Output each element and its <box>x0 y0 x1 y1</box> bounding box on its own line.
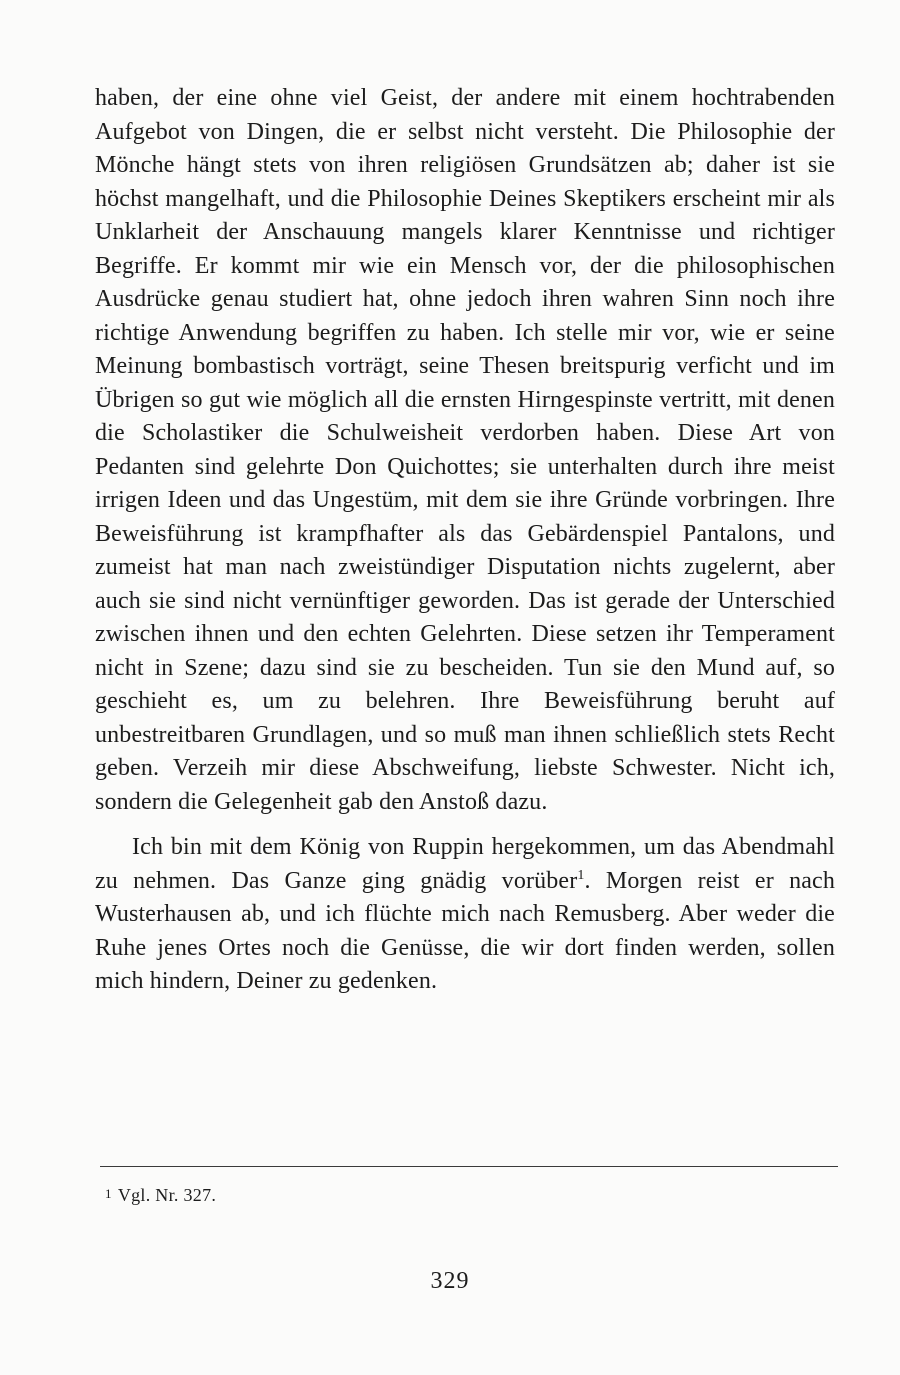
paragraph: haben, der eine ohne viel Geist, der andere mit einem hochtrabenden Aufgebot von Dingen, die er selbst nicht versteht. Die Philosophie der Mönche hängt stets von ihren religiösen Grundsätzen ab; daher ist sie höchst mangelhaft, und die Philosophie Deines Skeptikers erscheint mir als Unklarheit der Anschauung mangels klarer Kenntnisse und richtiger Begriffe. Er kommt mir wie ein Mensch vor, der die philosophischen Ausdrücke genau studiert hat, ohne jedoch ihren wahren Sinn noch ihre richtige Anwendung begriffen zu haben. Ich stelle mir vor, wie er seine Meinung bombastisch vorträgt, seine Thesen breitspurig verficht und im Übrigen so gut wie möglich all die ernsten Hirngespinste vertritt, mit denen die Scholastiker die Schulweisheit verdorben haben. Diese Art von Pedanten sind gelehrte Don Quichottes; sie unterhalten durch ihre meist irrigen Ideen und das Ungestüm, mit dem sie ihre Gründe vorbringen. Ihre Beweisführung ist krampfhafter als das Gebärdenspiel Pantalons, und zumeist hat man nach zweistündiger Disputation nichts zugelernt, aber auch sie sind nicht vernünftiger geworden. Das ist gerade der Unterschied zwischen ihnen und den echten Gelehrten. Diese setzen ihr Temperament nicht in Szene; dazu sind sie zu bescheiden. Tun sie den Mund auf, so geschieht es, um zu belehren. Ihre Beweisführung beruht auf unbestreitbaren Grundlagen, und so muß man ihnen schließlich stets Recht geben. Verzeih mir diese Abschweifung, liebste Schwester. Nicht ich, sondern die Gelegenheit gab den Anstoß dazu. <box>95 85 835 815</box>
footnote-text: Vgl. Nr. 327. <box>117 1185 217 1205</box>
paragraph <box>95 831 835 999</box>
footnote-divider <box>100 1166 838 1167</box>
body-text <box>95 82 835 999</box>
paragraph-text: . Morgen reist er nach Wusterhausen ab, und ich flüchte mich nach Remusberg. Aber weder die Ruhe jenes Ortes noch die Genüsse, die wir dort finden werden, sollen mich hindern, Deiner zu gedenken. <box>95 867 835 994</box>
footnote-marker: 1 <box>105 1186 112 1201</box>
footnote-reference: 1 <box>577 867 585 883</box>
page-number: 329 <box>430 1268 470 1294</box>
footnote <box>105 1182 825 1207</box>
paragraph-text: Ich bin mit dem König von Ruppin hergekommen, um das Abendmahl zu nehmen. Das Ganze ging gnädig vorüber <box>95 834 835 894</box>
